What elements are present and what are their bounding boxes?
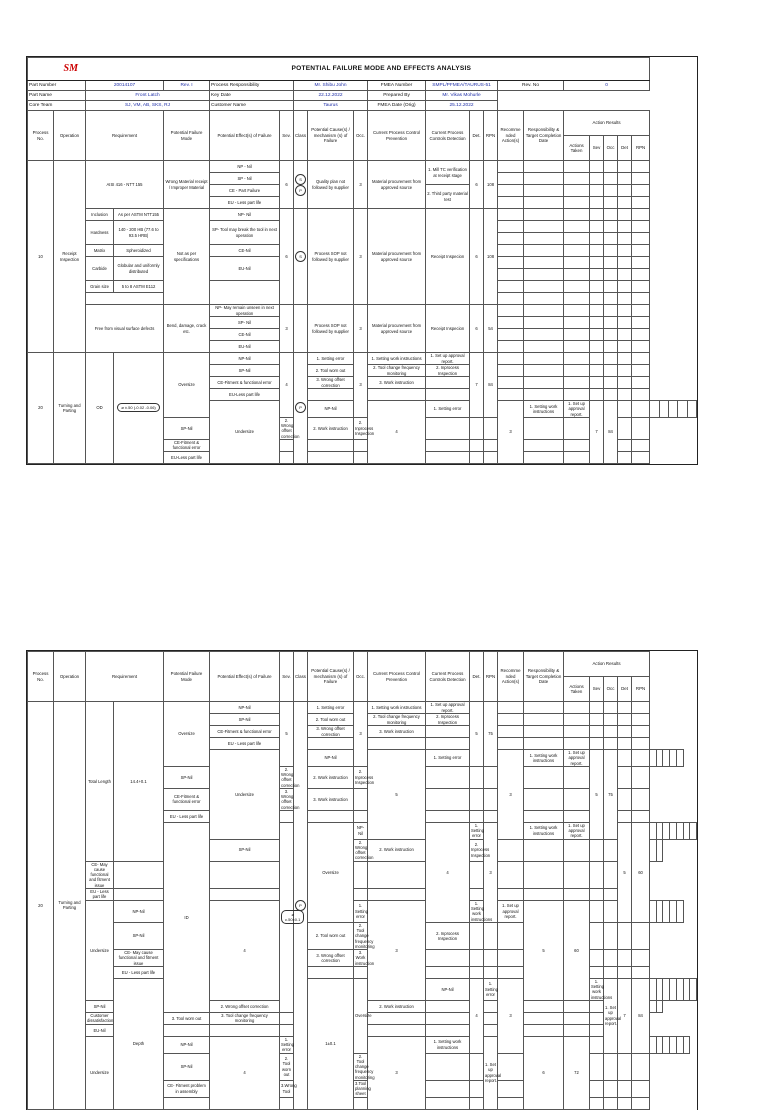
failure-mode-cell: Oversize: [164, 702, 210, 767]
effect-cell: EU - Less part life: [114, 966, 164, 978]
effect-cell: EU-Less part life: [164, 451, 210, 463]
col-class: Class: [294, 111, 308, 161]
col-effects: Potential Effect(s) of Failure: [210, 111, 280, 161]
cause-cell: 3. Wrong offset correction: [281, 788, 300, 810]
detection-cell: 1. Mill TC verification at receipt stage: [426, 161, 470, 185]
col-ar-sev: Sev: [590, 136, 604, 161]
effect-cell: EU - Less part life: [164, 810, 210, 822]
requirement-value: 14.4+0.1: [114, 702, 164, 862]
cause-cell: 1. Setting error: [354, 900, 368, 922]
effect-cell: EU-Less part life: [210, 389, 280, 401]
fmea-table-page2: [27, 651, 697, 1110]
sev-cell: 6: [280, 161, 294, 209]
col-process-no: Process No.: [28, 111, 54, 161]
core-team-value: SJ, VM, AB, SKS, RJ: [86, 101, 210, 111]
rpn-cell: 54: [484, 305, 498, 353]
fmea-table-page1: [27, 57, 697, 464]
col-detection: Current Process Controls Detection: [426, 652, 470, 702]
col-sev: Sev.: [280, 111, 294, 161]
failure-mode-cell: Not as per specifications: [164, 209, 210, 305]
process-no-cell: 20: [28, 353, 54, 464]
sev-cell: 6: [280, 209, 294, 305]
prevention-cell: 2. Tool change frequency monitoring: [355, 922, 375, 949]
cause-cell: 2. Wrong offset correction: [281, 766, 300, 788]
col-operation: Operation: [54, 652, 86, 702]
col-process-no: Process No.: [28, 652, 54, 702]
class-cell: [294, 702, 308, 1110]
effect-cell: SP - Nil: [210, 173, 280, 185]
requirement-label: Carbide: [86, 257, 114, 281]
failure-mode-cell: Oversize: [354, 978, 368, 1053]
class-cell: [294, 161, 308, 209]
prevention-cell: 1. Setting work instructions: [591, 978, 613, 1000]
col-recommended: Recomme nded Action(s): [498, 652, 524, 702]
effect-cell: CE-Fitment & functional error: [164, 439, 210, 451]
failure-mode-cell: Undersize: [86, 1036, 114, 1109]
fmea-number-value: SMPL/PFMEA/TAURUS-51: [426, 81, 498, 91]
prepared-by-value: Mr. Vikas Mohurle: [426, 91, 498, 101]
occ-cell: 3: [498, 401, 524, 464]
failure-mode-cell: Oversize: [164, 353, 210, 418]
prevention-cell: 1. Setting work instructions: [426, 1036, 470, 1053]
effect-cell: NP-Nil: [210, 702, 280, 714]
prevention-cell: Material procurement from approved source: [368, 209, 426, 305]
safety-symbol-icon: S: [295, 174, 306, 185]
effect-cell: SP-Nil: [210, 839, 280, 861]
effect-cell: SP-Nil: [210, 365, 280, 377]
prevention-cell: 1. Setting work instructions: [368, 353, 426, 365]
cause-cell: Process SOP not followed by supplier: [308, 209, 354, 305]
rpn-cell: 75: [484, 702, 498, 767]
cause-cell: 3. Wrong offset correction: [308, 377, 354, 389]
occ-cell: 3: [368, 1036, 426, 1109]
fmea-sheet-page2: [26, 650, 698, 1110]
cause-cell: 2. Tool worn out: [280, 1053, 294, 1080]
effect-cell: CE- May cause functional and fitment issue: [86, 861, 114, 888]
requirement-label: Total Length: [86, 702, 114, 862]
cause-cell: 1. Setting error: [308, 353, 354, 365]
key-date-label: Key Date: [210, 91, 294, 101]
cause-cell: 2. Wrong offset correction: [210, 1000, 280, 1012]
col-effects: Potential Effect(s) of Failure: [210, 652, 280, 702]
effect-cell: CE- Fitment problem in assembly: [164, 1080, 210, 1097]
failure-mode-cell: Oversize: [308, 822, 354, 922]
cause-cell: 2. Wrong offset correction: [281, 417, 300, 439]
part-number-label: Part Number: [28, 81, 86, 91]
detection-cell: 1. Set up approval report.: [564, 822, 590, 839]
effect-cell: NP-Nil: [426, 978, 470, 1000]
class-cell: [294, 305, 308, 353]
detection-cell: 2. Third party material test: [426, 185, 470, 209]
col-rpn: RPN: [484, 111, 498, 161]
occ-cell: 3: [354, 702, 368, 767]
detection-cell: 1. Set up approval report.: [564, 401, 590, 418]
effect-cell: SP-Nil: [164, 1053, 210, 1080]
col-ar-rpn: RPN: [632, 677, 650, 702]
cause-cell: 1. Setting error: [471, 822, 485, 839]
det-cell: 6: [524, 1036, 564, 1109]
effect-cell: CE-Fitment & functional error: [210, 377, 280, 389]
prevention-cell: 1. Setting work instructions: [524, 822, 564, 839]
effect-cell: EU-Nil: [86, 1024, 114, 1036]
effect-cell: NP- May remain unseen in next operation: [210, 305, 280, 317]
cause-cell: Process SOP not followed by supplier: [308, 305, 354, 353]
rev-value: Rev. I: [164, 81, 210, 91]
detection-cell: 2. Inprocess Inspection: [426, 365, 470, 377]
detection-cell: 1. Set up approval report.: [604, 978, 618, 1053]
col-occ: Occ.: [354, 111, 368, 161]
col-cause: Potential Cause(s) / mechanism (s) of Failure: [308, 652, 354, 702]
col-sev: Sev.: [280, 652, 294, 702]
sev-cell: 4: [210, 1036, 280, 1109]
effect-cell: CE-Fitment & functional error: [164, 788, 210, 810]
col-responsibility: Responsibility & Target Completion Date: [524, 111, 564, 161]
prevention-cell: 3. Work instruction: [308, 788, 354, 810]
occ-cell: 3: [354, 209, 368, 305]
failure-mode-cell: Wrong Material receipt / Improper Material: [164, 161, 210, 209]
prevention-cell: 3. Work instruction: [368, 726, 426, 738]
det-cell: 7: [470, 353, 484, 418]
col-ar-sev: Sev: [590, 677, 604, 702]
class-cell: [294, 209, 308, 305]
col-actions-taken: Actions Taken: [564, 677, 590, 702]
prevention-cell: 1. Setting work instructions: [471, 900, 493, 922]
col-occ: Occ.: [354, 652, 368, 702]
fmea-date-value: 25.12.2022: [426, 101, 498, 111]
core-team-label: Core Team: [28, 101, 86, 111]
process-responsibility-label: Process Responsibility: [210, 81, 294, 91]
cause-cell: 1. Setting error: [426, 401, 470, 418]
prepared-by-label: Prepared By: [368, 91, 426, 101]
requirement-label: ID: [164, 822, 210, 1012]
col-ar-det: Det: [618, 136, 632, 161]
col-rpn: RPN: [484, 652, 498, 702]
effect-cell: NP-Nil: [354, 822, 368, 839]
prevention-cell: 2. Work instruction: [308, 417, 354, 439]
cause-cell: 2. Tool worn out: [308, 365, 354, 377]
effect-cell: EU-Nil: [210, 341, 280, 353]
prevention-cell: Material procurement from approved source: [368, 161, 426, 209]
col-recommended: Recomme nded Action(s): [498, 111, 524, 161]
effect-cell: NP-Nil: [308, 401, 354, 418]
effect-cell: SP-Nil: [114, 922, 164, 949]
od-dimension: ø ±.50 (-0.02 -0.06): [117, 403, 159, 412]
prevention-cell: 2. Work instruction: [308, 766, 354, 788]
col-action-results: Action Results: [564, 652, 650, 677]
requirement-label: Depth: [114, 978, 164, 1109]
effect-cell: EU - Less part life: [210, 738, 280, 750]
cause-cell: 2. Wrong offset correction: [355, 839, 374, 861]
failure-mode-cell: Undersize: [210, 750, 280, 840]
prevention-cell: 2. Work instruction: [368, 839, 426, 861]
effect-cell: EU-Nil: [210, 257, 280, 281]
prevention-cell: 1. Setting work instructions: [524, 750, 564, 767]
detection-cell: 2. Inprocess Inspection: [470, 839, 484, 861]
requirement-value: 140 - 200 HB (77.6 to 93.5 HRB): [114, 221, 164, 245]
col-requirement: Requirement: [86, 652, 164, 702]
effect-cell: NP-Nil: [308, 750, 354, 767]
sev-cell: 5: [280, 702, 294, 767]
part-name-label: Part Name: [28, 91, 86, 101]
requirement-label: Inclusion: [86, 209, 114, 221]
effect-cell: EU - Less part life: [86, 888, 114, 900]
rpn-cell: 60: [632, 822, 650, 922]
requirement-value: Globular and uniformly distributed: [114, 257, 164, 281]
effect-cell: SP-Nil: [86, 1000, 114, 1012]
sev-cell: 4: [368, 401, 426, 464]
process-symbol-icon: P: [295, 185, 306, 196]
operation-cell: Turning and Parting: [54, 353, 86, 464]
cause-cell: 1. Setting error: [426, 750, 470, 767]
requirement-value: [114, 353, 164, 464]
requirement-value: As per ASTM NTT155: [114, 209, 164, 221]
company-logo: SM: [63, 62, 78, 74]
effect-cell: Customer dissatisfaction: [87, 1013, 114, 1024]
col-operation: Operation: [54, 111, 86, 161]
rpn-cell: 84: [484, 353, 498, 418]
effect-cell: CE-Fitment & functional error: [210, 726, 280, 738]
effect-cell: NP-Nil: [210, 353, 280, 365]
customer-name-label: Customer Name: [210, 101, 294, 111]
requirement-value: Spheroidized: [114, 245, 164, 257]
effect-cell: SP- Nil: [210, 317, 280, 329]
rpn-cell: 108: [484, 161, 498, 209]
part-name-value: Front Latch: [86, 91, 210, 101]
effect-cell: SP-Nil: [164, 417, 210, 439]
prevention-cell: 3. Tool change frequency monitoring: [210, 1012, 280, 1024]
rev-no-label: Rev. No: [498, 81, 564, 91]
occ-cell: 3: [368, 900, 426, 1000]
rpn-cell: 84: [604, 401, 618, 464]
failure-mode-cell: Undersize: [86, 900, 114, 1000]
sev-cell: 4: [470, 978, 484, 1053]
det-cell: 6: [470, 305, 484, 353]
operation-cell: Turning and Parting: [54, 702, 86, 1110]
sev-cell: 4: [210, 900, 280, 1000]
prevention-cell: 3. Work instruction: [355, 950, 375, 966]
detection-cell: 1. Set up approval report.: [426, 353, 470, 365]
det-cell: 5: [590, 750, 604, 840]
sev-cell: 4: [280, 353, 294, 418]
col-class: Class: [294, 652, 308, 702]
col-det: Det.: [470, 111, 484, 161]
detection-cell: 1. Set up approval report.: [498, 900, 524, 922]
document-title: POTENTIAL FAILURE MODE AND EFFECTS ANALYSIS: [114, 58, 650, 81]
process-responsibility-value: Mr. Shibu John: [294, 81, 368, 91]
cause-cell: 3.Wrong Tool: [280, 1080, 294, 1097]
effect-cell: NP - Nil: [210, 161, 280, 173]
detection-cell: 1. Set up approval report.: [426, 702, 470, 714]
failure-mode-cell: Bend, damage, crack etc.: [164, 305, 210, 353]
requirement-label: Grain size: [86, 281, 114, 293]
rpn-cell: 108: [484, 209, 498, 305]
part-number-value: 20014107: [86, 81, 164, 91]
effect-cell: CE-Nil: [210, 245, 280, 257]
det-cell: 5: [524, 900, 564, 1000]
prevention-cell: 3. Work instruction: [368, 377, 426, 389]
cause-cell: 1. Setting error: [281, 1036, 295, 1053]
detection-cell: 1. Set up approval report.: [484, 1036, 498, 1109]
rpn-cell: 84: [632, 978, 650, 1053]
prevention-cell: 3.Tool planning sheet: [355, 1080, 371, 1097]
prevention-cell: 2. Work instruction: [368, 1000, 426, 1012]
process-symbol-icon: P: [295, 402, 306, 413]
col-ar-occ: Occ: [604, 136, 618, 161]
class-cell: [294, 353, 308, 464]
cause-cell: Quality plan not followed by supplier: [308, 161, 354, 209]
requirement-label: OD: [86, 353, 114, 464]
requirement-label: Hardness: [86, 221, 114, 245]
effect-cell: CE-Nil: [210, 329, 280, 341]
col-ar-rpn: RPN: [632, 136, 650, 161]
det-cell: 5: [618, 822, 632, 922]
prevention-cell: 2. Tool change frequency monitoring: [355, 1053, 375, 1080]
detection-cell: 1. Set up approval report.: [564, 750, 590, 767]
effect-cell: NP-Nil: [114, 900, 164, 922]
prevention-cell: 1. Setting work instructions: [524, 401, 564, 418]
detection-cell: Receipt Inspecion: [426, 305, 470, 353]
det-cell: 6: [470, 161, 484, 209]
rpn-cell: 75: [604, 750, 618, 840]
effect-cell: CE - Part Failure: [210, 185, 280, 197]
process-no-cell: 10: [28, 161, 54, 353]
col-requirement: Requirement: [86, 111, 164, 161]
requirement-value: 1±0.1: [308, 978, 354, 1109]
detection-cell: 2. Inprocess Inspection: [426, 714, 470, 726]
detection-cell: 2. Inprocess Inspection: [354, 417, 368, 439]
det-cell: 7: [618, 978, 632, 1053]
rpn-cell: 60: [564, 900, 590, 1000]
effect-cell: SP-Nil: [164, 766, 210, 788]
col-detection: Current Process Controls Detection: [426, 111, 470, 161]
occ-cell: 3: [498, 750, 524, 840]
col-action-results: Action Results: [564, 111, 650, 136]
cause-cell: 3. Wrong offset correction: [308, 950, 354, 967]
detection-cell: 2. Inprocess Inspection: [426, 922, 470, 949]
occ-cell: 3: [484, 822, 498, 922]
safety-symbol-icon: S: [295, 251, 306, 262]
col-cause: Potential Cause(s) / mechanism (s) of Failure: [308, 111, 354, 161]
rev-no-value: 0: [564, 81, 650, 91]
requirement-value: [280, 822, 301, 1012]
occ-cell: 3: [498, 978, 524, 1053]
id-dimension: ø c.50±0.1: [281, 910, 304, 924]
prevention-cell: 2. Tool change frequency monitoring: [368, 365, 426, 377]
process-symbol-icon: P: [295, 900, 306, 911]
prevention-cell: 2. Tool change frequency monitoring: [368, 714, 426, 726]
col-failure-mode: Potential Failure Mode: [164, 652, 210, 702]
detection-cell: 2. Inprocess Inspection: [354, 766, 368, 788]
col-ar-det: Det: [618, 677, 632, 702]
det-cell: 6: [470, 209, 484, 305]
cause-cell: 2. Tool worn out: [308, 922, 354, 949]
col-prevention: Current Process Control Prevention: [368, 652, 426, 702]
det-cell: 7: [590, 401, 604, 464]
cause-cell: 2. Tool worn out: [308, 714, 354, 726]
requirement-cell: Free from visual surface defects: [86, 305, 164, 353]
col-prevention: Current Process Control Prevention: [368, 111, 426, 161]
fmea-date-label: FMEA Date (Orig): [368, 101, 426, 111]
detection-cell: Receipt Inspecion: [426, 209, 470, 305]
cause-cell: 1. Setting error: [308, 702, 354, 714]
occ-cell: 3: [354, 353, 368, 418]
requirement-cell: AISI 416 - NTT 155: [86, 161, 164, 209]
col-det: Det.: [470, 652, 484, 702]
rpn-cell: 72: [564, 1036, 590, 1109]
key-date-value: 22.12.2022: [294, 91, 368, 101]
effect-cell: EU - Less part life: [210, 197, 280, 209]
effect-cell: CE- May cause functional and fitment issue: [114, 950, 164, 967]
requirement-label: Matrix: [86, 245, 114, 257]
effect-cell: SP-Nil: [210, 714, 280, 726]
sev-cell: 5: [368, 750, 426, 840]
col-actions-taken: Actions Taken: [564, 136, 590, 161]
effect-cell: NP-Nil: [164, 1036, 210, 1053]
sev-cell: 3: [280, 305, 294, 353]
failure-mode-cell: Undersize: [210, 401, 280, 464]
prevention-cell: Material procurement from approved source: [368, 305, 426, 353]
sev-cell: 4: [426, 822, 470, 922]
process-no-cell: 20: [28, 702, 54, 1110]
effect-cell: NP- Nil: [210, 209, 280, 221]
operation-cell: Receipt Inspection: [54, 161, 86, 353]
cause-cell: 3. Tool worn out: [164, 1012, 210, 1024]
requirement-value: 5 to 8 ASTM E112: [114, 281, 164, 293]
col-responsibility: Responsibility & Target Completion Date: [524, 652, 564, 702]
col-ar-occ: Occ: [604, 677, 618, 702]
det-cell: 5: [470, 702, 484, 767]
cause-cell: 1. Setting error: [484, 978, 498, 1000]
effect-cell: SP- Tool may break the tool in next operation: [210, 221, 280, 245]
fmea-number-label: FMEA Number: [368, 81, 426, 91]
fmea-sheet-page1: [26, 56, 698, 465]
cause-cell: 3. Wrong offset correction: [308, 726, 354, 738]
occ-cell: 3: [354, 305, 368, 353]
col-failure-mode: Potential Failure Mode: [164, 111, 210, 161]
prevention-cell: 1. Setting work instructions: [368, 702, 426, 714]
occ-cell: 3: [354, 161, 368, 209]
customer-name-value: Taurus: [294, 101, 368, 111]
